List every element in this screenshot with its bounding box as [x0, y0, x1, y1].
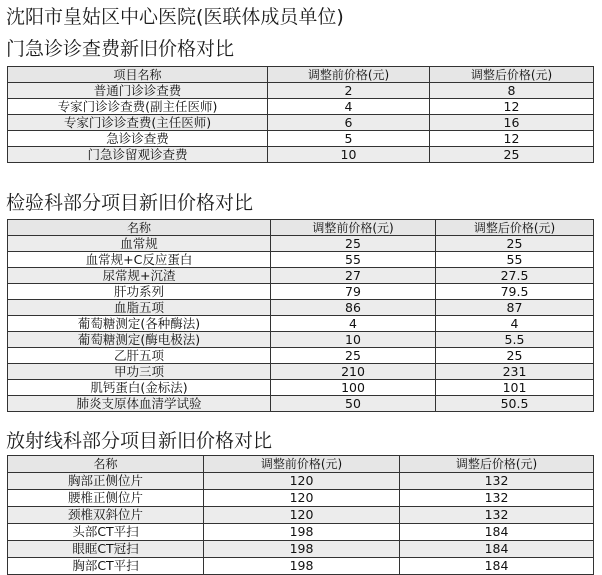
header-price-after: 调整后价格(元) — [430, 67, 594, 83]
table-row — [8, 316, 594, 332]
item-name: 肌钙蛋白(金标法) — [8, 380, 271, 396]
price-after: 184 — [400, 558, 594, 575]
price-before: 210 — [271, 364, 436, 380]
price-before: 198 — [204, 541, 400, 558]
table-header-row — [8, 456, 594, 473]
table-row — [8, 147, 594, 163]
price-before: 4 — [268, 99, 430, 115]
lab-fee-table — [7, 219, 594, 412]
price-before: 10 — [268, 147, 430, 163]
table-row — [8, 332, 594, 348]
price-after: 87 — [436, 300, 594, 316]
price-before: 5 — [268, 131, 430, 147]
table-row — [8, 252, 594, 268]
item-name: 颈椎双斜位片 — [8, 507, 204, 524]
price-after: 8 — [430, 83, 594, 99]
header-price-after: 调整后价格(元) — [400, 456, 594, 473]
price-after: 4 — [436, 316, 594, 332]
price-before: 120 — [204, 490, 400, 507]
section-title-outpatient: 门急诊诊查费新旧价格对比 — [6, 38, 235, 60]
table-row — [8, 300, 594, 316]
item-name: 血常规 — [8, 236, 271, 252]
item-name: 葡萄糖测定(酶电极法) — [8, 332, 271, 348]
item-name: 尿常规+沉渣 — [8, 268, 271, 284]
price-after: 184 — [400, 541, 594, 558]
table-row — [8, 364, 594, 380]
price-after: 231 — [436, 364, 594, 380]
item-name: 专家门诊诊查费(主任医师) — [8, 115, 268, 131]
price-before: 6 — [268, 115, 430, 131]
price-before: 120 — [204, 473, 400, 490]
section-title-lab: 检验科部分项目新旧价格对比 — [6, 192, 254, 214]
price-after: 25 — [436, 348, 594, 364]
item-name: 血常规+C反应蛋白 — [8, 252, 271, 268]
header-item-name: 名称 — [8, 220, 271, 236]
header-item-name: 项目名称 — [8, 67, 268, 83]
table-row — [8, 558, 594, 575]
item-name: 急诊诊查费 — [8, 131, 268, 147]
price-after: 55 — [436, 252, 594, 268]
price-after: 25 — [436, 236, 594, 252]
price-before: 50 — [271, 396, 436, 412]
price-before: 198 — [204, 524, 400, 541]
header-item-name: 名称 — [8, 456, 204, 473]
table-header-row — [8, 220, 594, 236]
price-before: 10 — [271, 332, 436, 348]
price-after: 101 — [436, 380, 594, 396]
price-before: 120 — [204, 507, 400, 524]
item-name: 胸部正侧位片 — [8, 473, 204, 490]
item-name: 头部CT平扫 — [8, 524, 204, 541]
price-before: 86 — [271, 300, 436, 316]
price-after: 184 — [400, 524, 594, 541]
table-row — [8, 284, 594, 300]
price-after: 5.5 — [436, 332, 594, 348]
price-after: 132 — [400, 490, 594, 507]
item-name: 专家门诊诊查费(副主任医师) — [8, 99, 268, 115]
price-after: 132 — [400, 507, 594, 524]
table-row — [8, 83, 594, 99]
header-price-before: 调整前价格(元) — [204, 456, 400, 473]
price-before: 4 — [271, 316, 436, 332]
item-name: 门急诊留观诊查费 — [8, 147, 268, 163]
price-before: 55 — [271, 252, 436, 268]
price-after: 50.5 — [436, 396, 594, 412]
table-row — [8, 490, 594, 507]
item-name: 腰椎正侧位片 — [8, 490, 204, 507]
section-title-radiology: 放射线科部分项目新旧价格对比 — [6, 430, 273, 452]
price-before: 25 — [271, 348, 436, 364]
price-after: 132 — [400, 473, 594, 490]
hospital-title: 沈阳市皇姑区中心医院(医联体成员单位) — [6, 6, 344, 28]
table-row — [8, 473, 594, 490]
item-name: 普通门诊诊查费 — [8, 83, 268, 99]
item-name: 甲功三项 — [8, 364, 271, 380]
table-row — [8, 396, 594, 412]
price-after: 25 — [430, 147, 594, 163]
header-price-after: 调整后价格(元) — [436, 220, 594, 236]
item-name: 肺炎支原体血清学试验 — [8, 396, 271, 412]
price-after: 27.5 — [436, 268, 594, 284]
table-row — [8, 541, 594, 558]
price-before: 27 — [271, 268, 436, 284]
price-after: 12 — [430, 131, 594, 147]
item-name: 胸部CT平扫 — [8, 558, 204, 575]
table-row — [8, 524, 594, 541]
table-row — [8, 131, 594, 147]
header-price-before: 调整前价格(元) — [271, 220, 436, 236]
price-before: 79 — [271, 284, 436, 300]
item-name: 眼眶CT冠扫 — [8, 541, 204, 558]
price-before: 25 — [271, 236, 436, 252]
item-name: 乙肝五项 — [8, 348, 271, 364]
header-price-before: 调整前价格(元) — [268, 67, 430, 83]
table-row — [8, 348, 594, 364]
item-name: 肝功系列 — [8, 284, 271, 300]
table-row — [8, 115, 594, 131]
price-after: 12 — [430, 99, 594, 115]
price-after: 79.5 — [436, 284, 594, 300]
price-before: 198 — [204, 558, 400, 575]
radiology-fee-table — [7, 455, 594, 575]
table-row — [8, 268, 594, 284]
table-row — [8, 236, 594, 252]
item-name: 葡萄糖测定(各种酶法) — [8, 316, 271, 332]
item-name: 血脂五项 — [8, 300, 271, 316]
table-row — [8, 99, 594, 115]
table-row — [8, 507, 594, 524]
price-before: 2 — [268, 83, 430, 99]
table-header-row — [8, 67, 594, 83]
price-before: 100 — [271, 380, 436, 396]
table-row — [8, 380, 594, 396]
price-after: 16 — [430, 115, 594, 131]
outpatient-fee-table — [7, 66, 594, 163]
